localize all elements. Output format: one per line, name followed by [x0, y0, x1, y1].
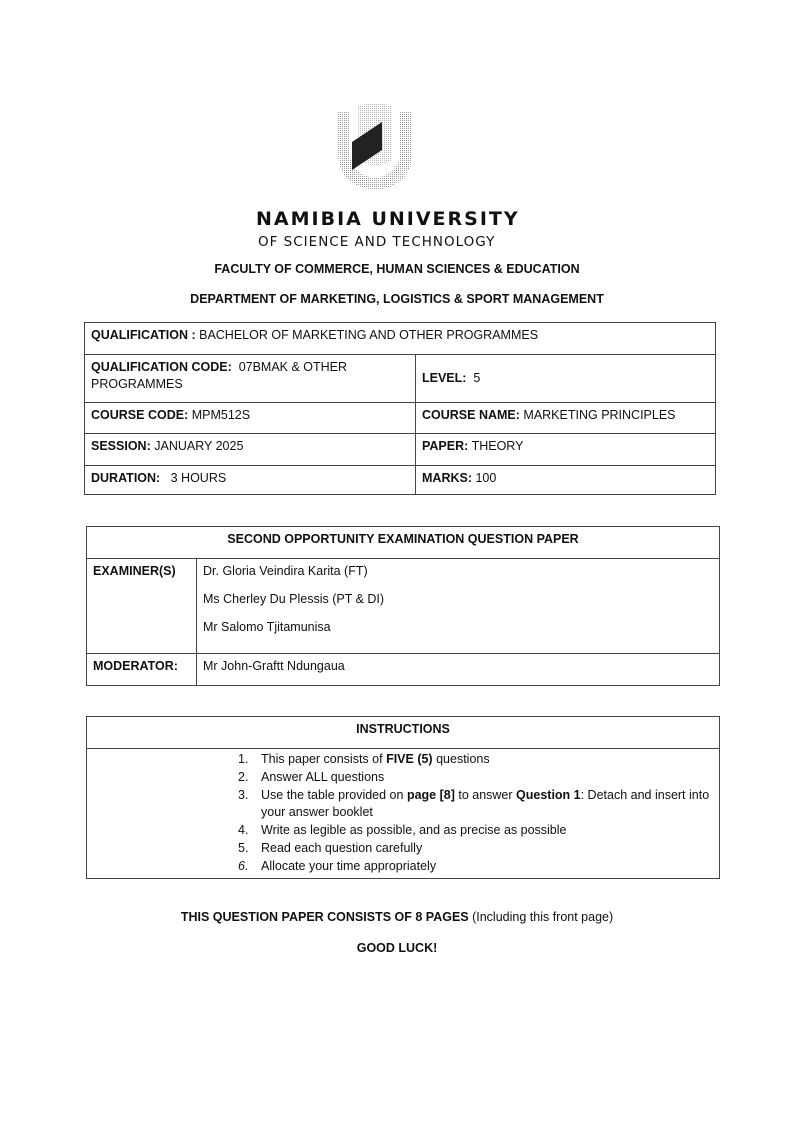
text: Allocate your time appropriately [261, 858, 437, 873]
examiner: Mr Salomo Tjitamunisa [203, 620, 331, 634]
examiner: Dr. Gloria Veindira Karita (FT) [203, 564, 368, 578]
level-cell [416, 355, 716, 403]
examiners-list [197, 559, 720, 654]
department-heading: DEPARTMENT OF MARKETING, LOGISTICS & SPORT MANAGEMENT [190, 292, 604, 306]
label: COURSE CODE: [91, 408, 189, 422]
page-count-note [0, 910, 794, 924]
instruction-item [238, 822, 717, 840]
text: Answer ALL questions [261, 769, 385, 784]
label: SESSION: [91, 439, 151, 453]
session-value: JANUARY 2025 [154, 439, 244, 453]
instruction-item [238, 840, 717, 858]
marks-value: 100 [475, 471, 497, 485]
level-value: 5 [473, 371, 481, 385]
course-name-value: MARKETING PRINCIPLES [523, 408, 676, 422]
instructions-title: INSTRUCTIONS [87, 717, 720, 749]
item-number: 5. [238, 840, 249, 855]
duration-value: 3 HOURS [170, 471, 227, 485]
text-bold: page [8] [406, 787, 455, 802]
moderator-name: Mr John-Graftt Ndungaua [197, 654, 720, 686]
page-count-bold: THIS QUESTION PAPER CONSISTS OF 8 PAGES [180, 910, 469, 924]
text: Write as legible as possible, and as precise as possible [261, 823, 567, 838]
text-bold: Question 1 [516, 787, 581, 802]
course-name-cell [416, 403, 716, 434]
paper-cell [416, 434, 716, 466]
qualification-cell [85, 323, 716, 355]
instruction-item [238, 787, 717, 823]
faculty-heading: FACULTY OF COMMERCE, HUMAN SCIENCES & EDUCATION [214, 262, 580, 276]
item-number: 2. [238, 769, 249, 784]
text: Use the table provided on [261, 787, 407, 802]
page-count-rest: (Including this front page) [468, 910, 614, 924]
instructions-cell [87, 749, 720, 879]
qualification-code-value: 07BMAK & OTHER PROGRAMMES [91, 360, 348, 391]
text: This paper consists of [261, 752, 387, 766]
label: DURATION: [91, 471, 161, 485]
course-code-value: MPM512S [191, 408, 251, 422]
course-code-cell [85, 403, 416, 434]
instructions-list [238, 751, 717, 876]
session-cell [85, 434, 416, 466]
duration-cell [85, 466, 416, 495]
item-number: 6. [238, 858, 249, 873]
instruction-item [238, 769, 717, 787]
text: questions [432, 752, 490, 766]
label: QUALIFICATION : [91, 328, 196, 342]
exam-title: SECOND OPPORTUNITY EXAMINATION QUESTION PAPER [87, 527, 720, 559]
paper-value: THEORY [471, 439, 524, 453]
label: LEVEL: [422, 371, 467, 385]
marks-cell [416, 466, 716, 495]
university-name: NAMIBIA UNIVERSITY [256, 208, 520, 230]
qualification-value: BACHELOR OF MARKETING AND OTHER PROGRAMMES [199, 328, 539, 342]
good-luck: GOOD LUCK! [356, 941, 438, 955]
text-bold: FIVE (5) [386, 752, 433, 766]
text: : Detach and insert into your answer booklet [261, 787, 710, 820]
course-details-table [84, 322, 716, 495]
item-number: 1. [238, 752, 249, 766]
instruction-item [238, 751, 717, 769]
university-subtitle: OF SCIENCE AND TECHNOLOGY [258, 234, 496, 250]
item-number: 4. [238, 823, 249, 838]
qualification-code-cell [85, 355, 416, 403]
label: QUALIFICATION CODE: [91, 360, 232, 374]
text: Read each question carefully [261, 840, 423, 855]
examiner: Ms Cherley Du Plessis (PT & DI) [203, 592, 385, 606]
text: to answer [454, 787, 517, 802]
instructions-table [86, 716, 720, 879]
university-logo [330, 100, 420, 192]
label: PAPER: [422, 439, 469, 453]
examiners-table [86, 526, 720, 686]
label: MARKS: [422, 471, 472, 485]
instruction-item [238, 858, 717, 876]
moderator-label: MODERATOR: [87, 654, 197, 686]
label: COURSE NAME: [422, 408, 520, 422]
item-number: 3. [238, 787, 249, 802]
examiners-label: EXAMINER(S) [87, 559, 197, 654]
